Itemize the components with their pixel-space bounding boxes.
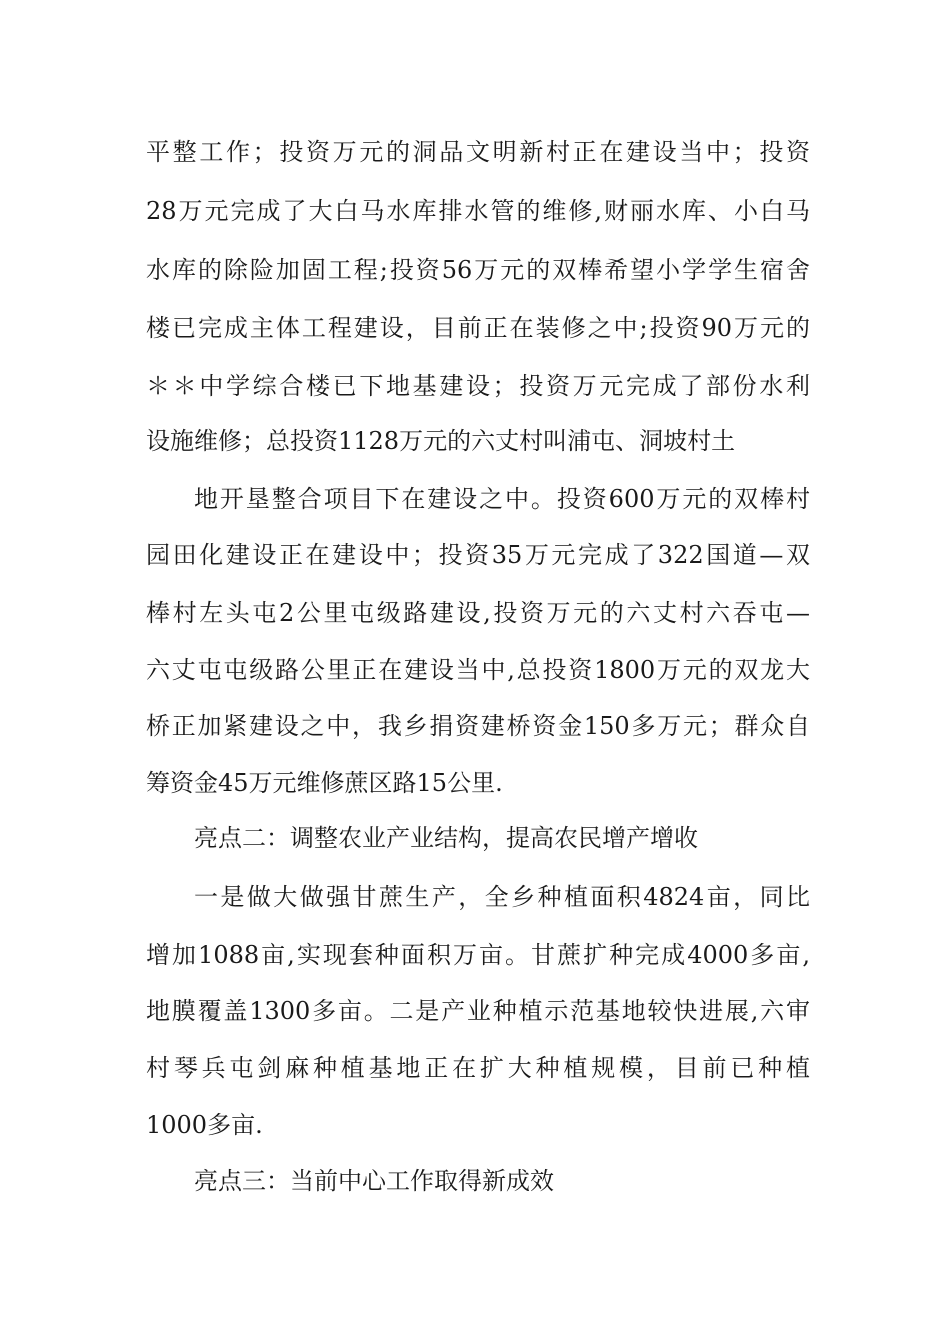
paragraph-1-line-4: 楼已完成主体工程建设，目前正在装修之中;投资90万元的 <box>146 314 810 342</box>
paragraph-3-line-4: 村琴兵屯剑麻种植基地正在扩大种植规模，目前已种植 <box>146 1054 810 1082</box>
paragraph-1-line-2: 28万元完成了大白马水库排水管的维修,财丽水库、小白马 <box>146 197 810 225</box>
paragraph-2-line-3: 棒村左头屯2公里屯级路建设,投资万元的六丈村六吞屯— <box>146 599 810 627</box>
paragraph-2-line-1: 地开垦整合项目下在建设之中。投资600万元的双棒村 <box>194 485 810 513</box>
document-body <box>146 0 810 1344</box>
paragraph-3-line-5: 1000多亩. <box>146 1111 263 1139</box>
paragraph-3-line-3: 地膜覆盖1300多亩。二是产业种植示范基地较快进展,六审 <box>146 997 810 1025</box>
paragraph-1-line-5: ＊＊中学综合楼已下地基建设；投资万元完成了部份水利 <box>146 372 810 400</box>
paragraph-2-line-6: 筹资金45万元维修蔗区路15公里. <box>146 769 503 797</box>
paragraph-3-line-1: 一是做大做强甘蔗生产，全乡种植面积4824亩，同比 <box>194 883 810 911</box>
paragraph-1-line-3: 水库的除险加固工程;投资56万元的双棒希望小学学生宿舍 <box>146 256 810 284</box>
paragraph-2-line-2: 园田化建设正在建设中；投资35万元完成了322国道—双 <box>146 541 810 569</box>
section-heading-2: 亮点二：调整农业产业结构，提高农民增产增收 <box>194 824 698 852</box>
paragraph-1-line-1: 平整工作；投资万元的洞品文明新村正在建设当中；投资 <box>146 138 810 166</box>
paragraph-1-line-6: 设施维修；总投资1128万元的六丈村叫浦屯、洞坡村土 <box>146 427 736 455</box>
paragraph-3-line-2: 增加1088亩,实现套种面积万亩。甘蔗扩种完成4000多亩, <box>146 941 810 969</box>
paragraph-2-line-4: 六丈屯屯级路公里正在建设当中,总投资1800万元的双龙大 <box>146 656 810 684</box>
section-heading-3: 亮点三：当前中心工作取得新成效 <box>194 1167 554 1195</box>
paragraph-2-line-5: 桥正加紧建设之中，我乡捐资建桥资金150多万元；群众自 <box>146 712 810 740</box>
